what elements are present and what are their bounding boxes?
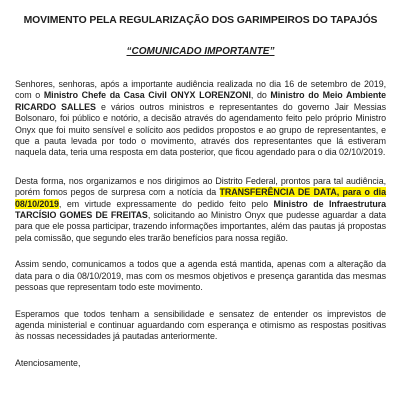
paragraph-1-text-3: e vários outros ministros e representantes do governo Jair Messias Bolsonaro, foi público e notório, a decisão através do agendamento feito pelo próprio Ministro Onyx que foi muito sensível e solícito aos pedidos propostos e ao grupo de representantes, e que a pauta levada por todo o movimento, através dos representantes que lá estiveram naquela data, teria uma resposta em data posterior, que ficou agendado para o dia 02/10/2019. bbox=[15, 101, 386, 158]
document-subtitle: “COMUNICADO IMPORTANTE” bbox=[126, 46, 275, 57]
paragraph-2 bbox=[15, 176, 386, 244]
paragraph-3: Assim sendo, comunicamos a todos que a agenda está mantida, apenas com a alteração da data para o dia 08/10/2019, mas com os mesmos objetivos e presença garantida das mesmas pessoas que representam todo este movimento. bbox=[15, 259, 386, 293]
paragraph-1-text-1: Senhores, senhoras, após a importante audiência realizada no dia 16 de setembro de 2019, com o bbox=[15, 79, 386, 101]
paragraph-1-bold-1: Ministro Chefe da Casa Civil ONYX LORENZONI bbox=[43, 90, 251, 101]
paragraph-1 bbox=[15, 79, 386, 159]
paragraph-4: Esperamos que todos tenham a sensibilidade e sensatez de entender os imprevistos de agenda ministerial e continuar aguardando com esperança e otimismo as respostas positivas às nossas necessidades já pautadas anteriormente. bbox=[15, 308, 386, 342]
paragraph-2-text-3: , solicitando ao Ministro Onyx que pudesse aguardar a data para que ele possa participar, trazendo informações importantes, além das pautas já propostas pela comissão, que segundo eles trarão benefícios para nossa região. bbox=[15, 210, 386, 243]
document-title: MOVIMENTO PELA REGULARIZAÇÃO DOS GARIMPEIROS DO TAPAJÓS bbox=[23, 15, 378, 26]
paragraph-1-text-2: , do bbox=[250, 90, 271, 101]
paragraph-1-bold-2: Ministro do Meio Ambiente RICARDO SALLES bbox=[15, 90, 386, 112]
paragraph-2-text-2: , em virtude expressamente do pedido feito pelo bbox=[58, 198, 274, 209]
closing-line: Atenciosamente, bbox=[15, 357, 81, 368]
paragraph-2-bold-1: Ministro de Infraestrutura TARCÍSIO GOMES DE FREITAS bbox=[15, 198, 387, 221]
paragraph-2-text-1: Desta forma, nos organizamos e nos dirigimos ao Distrito Federal, prontos para tal audiência, porém fomos pegos de surpresa com a notícia da bbox=[15, 175, 386, 198]
highlighted-date-change: TRANSFERÊNCIA DE DATA, para o dia 08/10/2019 bbox=[15, 187, 386, 209]
